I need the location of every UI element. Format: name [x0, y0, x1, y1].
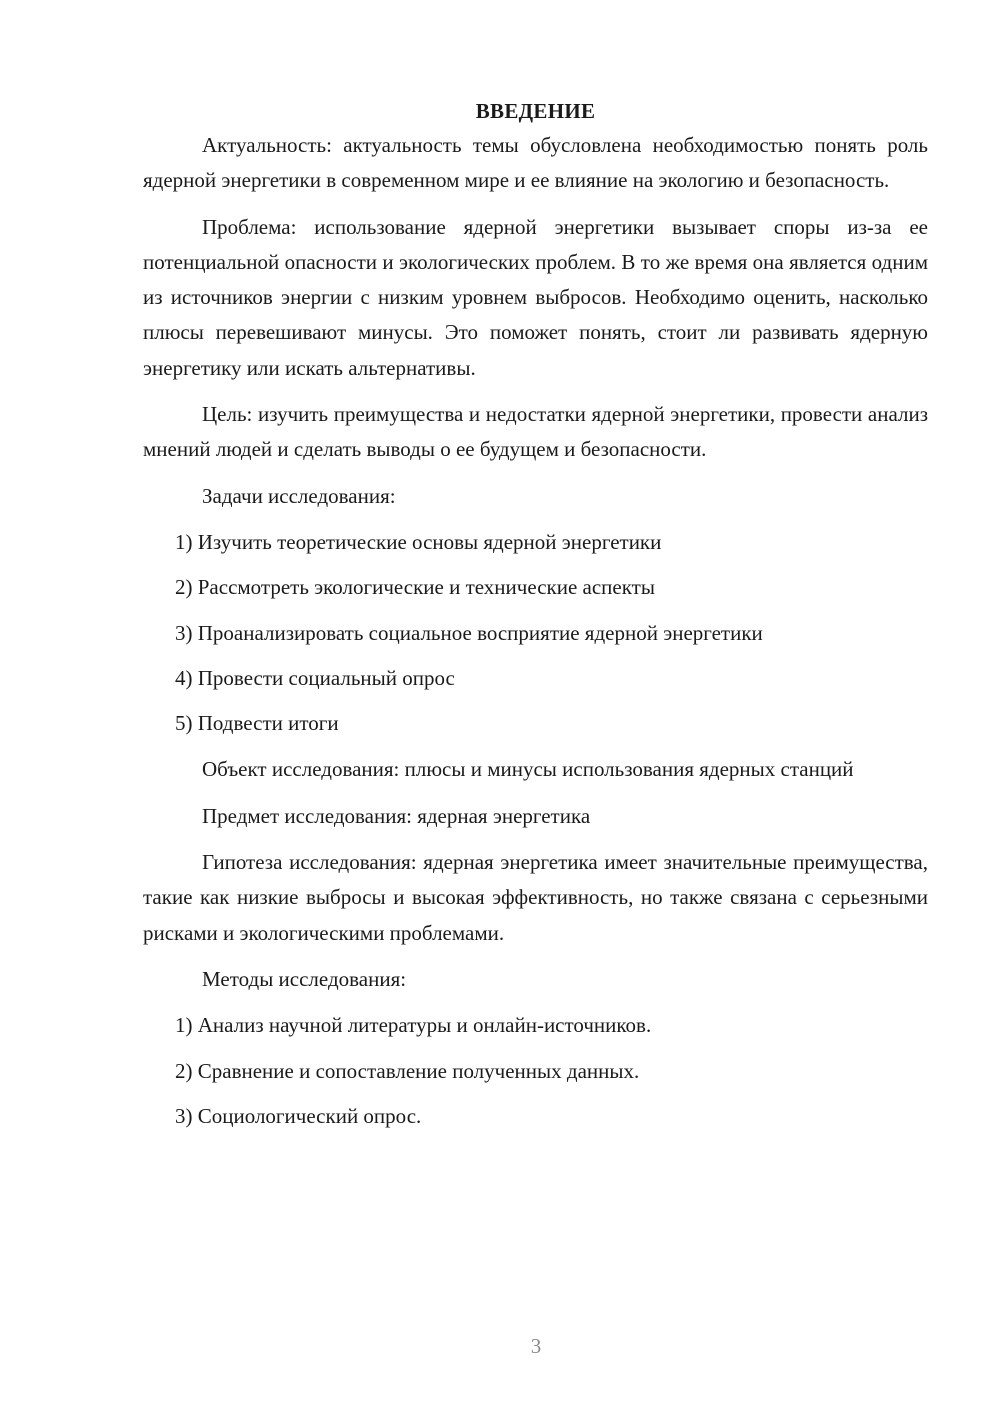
paragraph-problem: Проблема: использование ядерной энергетики вызывает споры из-за ее потенциальной опасности и экологических проблем. В то же время она является одним из источников энергии с низким уровнем выбросов. Необходимо оценить, насколько плюсы перевешивают минусы. Это поможет понять, стоит ли развивать ядерную энергетику или искать альтернативы. — [143, 214, 928, 380]
page-number: 3 — [530, 1334, 542, 1358]
task-item: 2) Рассмотреть экологические и технические аспекты — [175, 575, 655, 600]
method-item: 1) Анализ научной литературы и онлайн-источников. — [175, 1013, 652, 1038]
task-item: 3) Проанализировать социальное восприятие ядерной энергетики — [175, 620, 763, 645]
paragraph-object: Объект исследования: плюсы и минусы использования ядерных станций — [202, 757, 854, 782]
paragraph-relevance: Актуальность: актуальность темы обусловлена необходимостью понять роль ядерной энергетики в современном мире и ее влияние на экологию и безопасность. — [143, 133, 928, 193]
method-item: 3) Социологический опрос. — [175, 1103, 422, 1128]
methods-heading: Методы исследования: — [202, 966, 407, 991]
paragraph-subject: Предмет исследования: ядерная энергетика — [202, 803, 591, 828]
task-item: 5) Подвести итоги — [175, 711, 339, 736]
methods-list — [143, 1008, 928, 1134]
task-item: 4) Провести социальный опрос — [175, 665, 455, 690]
tasks-list — [143, 525, 928, 741]
paragraph-hypothesis: Гипотеза исследования: ядерная энергетика имеет значительные преимущества, такие как низкие выбросы и высокая эффективность, но также связана с серьезными рисками и экологическими проблемами. — [143, 850, 928, 945]
method-item: 2) Сравнение и сопоставление полученных данных. — [175, 1058, 640, 1083]
page-content — [143, 96, 928, 1145]
task-item: 1) Изучить теоретические основы ядерной энергетики — [175, 529, 662, 554]
tasks-heading: Задачи исследования: — [202, 483, 396, 508]
page-title: ВВЕДЕНИЕ — [475, 99, 596, 123]
paragraph-goal: Цель: изучить преимущества и недостатки ядерной энергетики, провести анализ мнений людей и сделать выводы о ее будущем и безопасности. — [143, 402, 928, 462]
